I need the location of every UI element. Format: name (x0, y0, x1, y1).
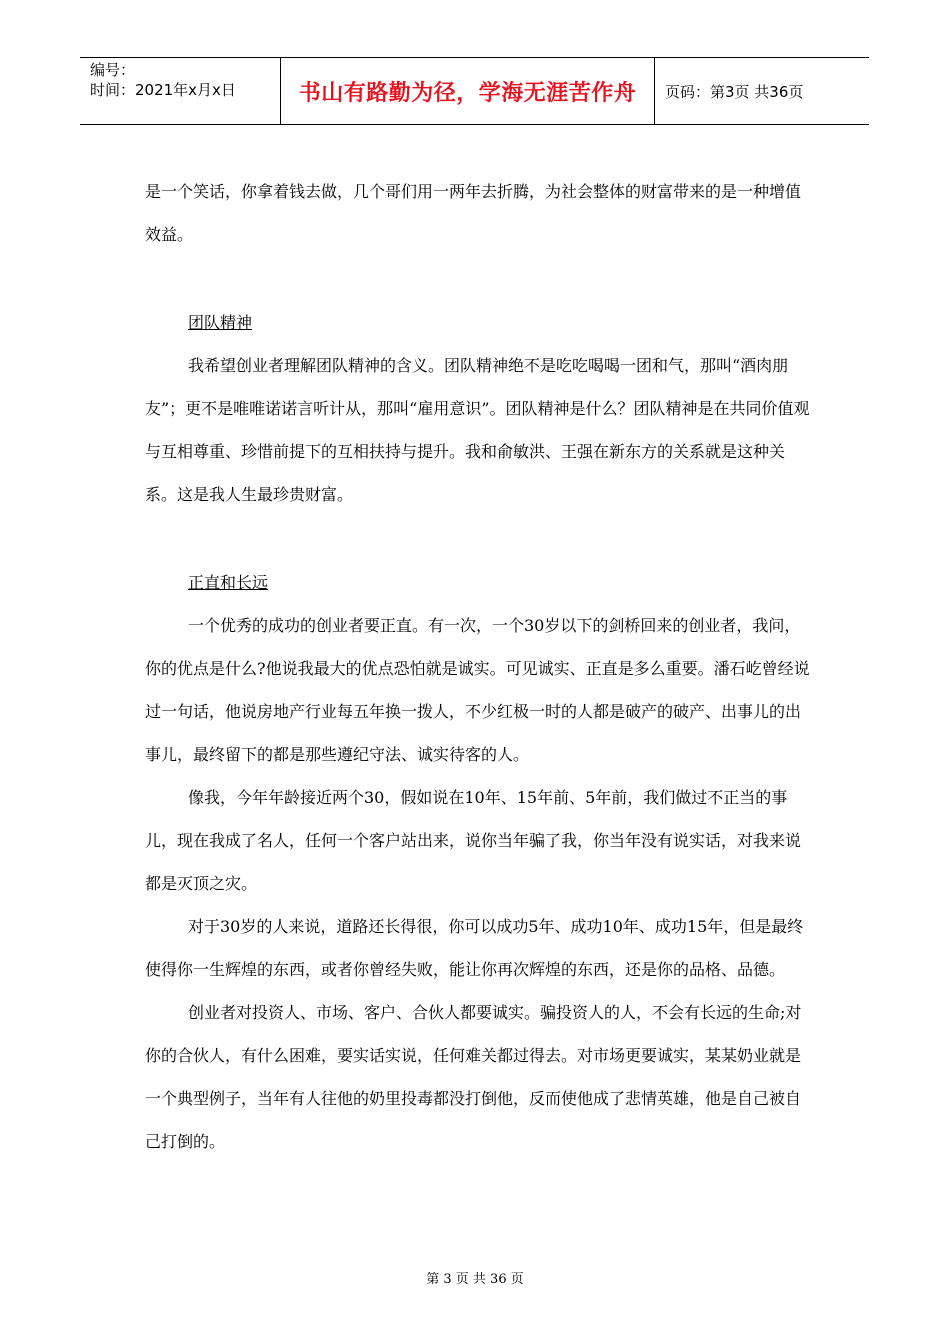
intro-paragraph: 是一个笑话，你拿着钱去做，几个哥们用一两年去折腾，为社会整体的财富带来的是一种增值效益。 (145, 182, 802, 244)
section-heading-team-spirit: 团队精神 (188, 313, 253, 332)
document-number-label: 编号： (90, 61, 136, 79)
header-motto: 书山有路勤为径，学海无涯苦作舟 (298, 80, 637, 106)
document-time-label: 时间：2021年x月x日 (90, 81, 236, 99)
header-page-label: 页码：第3页 共36页 (665, 82, 804, 101)
team-spirit-paragraph: 我希望创业者理解团队精神的含义。团队精神绝不是吃吃喝喝一团和气，那叫“酒肉朋友”；更不是唯唯诺诺言听计从，那叫“雇用意识”。团队精神是什么？团队精神是在共同价值观与互相尊重、珍惜前提下的互相扶持与提升。我和俞敏洪、王强在新东方的关系就是这种关系。这是我人生最珍贵财富。 (145, 356, 810, 504)
document-body (145, 170, 815, 1163)
page-header (80, 57, 869, 125)
integrity-paragraph-3: 对于30岁的人来说，道路还长得很，你可以成功5年、成功10年、成功15年，但是最终使得你一生辉煌的东西，或者你曾经失败，能让你再次辉煌的东西，还是你的品格、品德。 (145, 917, 804, 979)
header-meta-cell (80, 58, 281, 124)
section-heading-integrity: 正直和长远 (188, 573, 269, 592)
header-page-cell (655, 58, 869, 124)
header-motto-cell (281, 58, 655, 124)
page-footer: 第 3 页 共 36 页 (426, 1272, 524, 1287)
integrity-paragraph-4: 创业者对投资人、市场、客户、合伙人都要诚实。骗投资人的人，不会有长远的生命;对你的合伙人，有什么困难，要实话实说，任何难关都过得去。对市场更要诚实，某某奶业就是一个典型例子，当年有人往他的奶里投毒都没打倒他，反而使他成了悲情英雄，他是自己被自己打倒的。 (145, 1003, 802, 1151)
integrity-paragraph-1: 一个优秀的成功的创业者要正直。有一次，一个30岁以下的剑桥回来的创业者，我问，你的优点是什么?他说我最大的优点恐怕就是诚实。可见诚实、正直是多么重要。潘石屹曾经说过一句话，他说房地产行业每五年换一拨人，不少红极一时的人都是破产的破产、出事儿的出事儿，最终留下的都是那些遵纪守法、诚实待客的人。 (145, 616, 810, 764)
integrity-paragraph-2: 像我，今年年龄接近两个30，假如说在10年、15年前、5年前，我们做过不正当的事儿，现在我成了名人，任何一个客户站出来，说你当年骗了我，你当年没有说实话，对我来说都是灭顶之灾。 (145, 788, 802, 893)
